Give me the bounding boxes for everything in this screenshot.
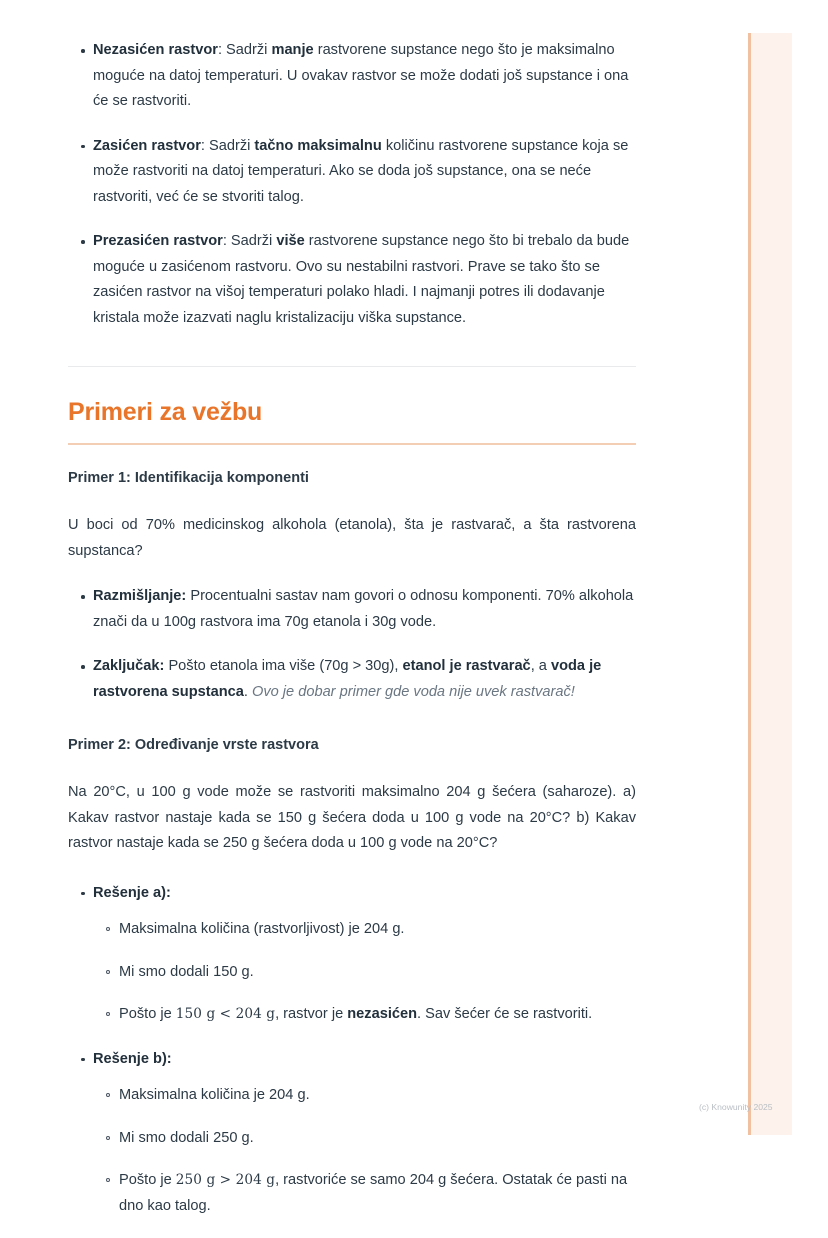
- definition-text: rastvorene supstance nego što je maksimalno moguće na datoj temperaturi. U ovakav rastvor se može dodati još supstance i ona će se rastvoriti.: [93, 42, 629, 109]
- step-text-3: . Sav šećer će se rastvoriti.: [417, 1006, 593, 1022]
- solution-b-label: Rešenje b):: [93, 1050, 172, 1067]
- term-separator: : Sadrži: [222, 233, 277, 249]
- step-text-1: Pošto je: [119, 1172, 176, 1188]
- copyright-watermark: (c) Knowunity 2025: [699, 1102, 773, 1112]
- example-2-question: Na 20°C, u 100 g vode može se rastvoriti maksimalno 204 g šećera (saharoze). a) Kakav rastvor nastaje kada se 150 g šećera doda u 100 g vode na 20°C? b) Kakav rastvor nastaje kada se 250 g šećera doda u 100 g vode na 20°C?: [68, 784, 636, 851]
- list-item: [68, 229, 636, 331]
- solution-a-steps: [93, 917, 636, 1028]
- list-item: [68, 1047, 636, 1220]
- definition-text: količinu rastvorene supstance koja se može rastvoriti na datoj temperaturi. Ako se doda još supstance, ona se neće rastvoriti, već će se stvoriti talog.: [93, 137, 629, 205]
- list-item: [68, 584, 636, 635]
- conclusion-text-1: Pošto etanola ima više (70g > 30g),: [164, 658, 403, 674]
- example-1-points-list: [68, 584, 636, 705]
- example-1-question: U boci od 70% medicinskog alkohola (etanola), šta je rastvarač, a šta rastvorena supstanca?: [68, 517, 636, 559]
- step-text-1: Mi smo dodali 150 g.: [119, 963, 254, 980]
- example-1-title: Primer 1: Identifikacija komponenti: [68, 470, 309, 486]
- emphasis-text: manje: [271, 42, 314, 58]
- step-math: 150 g < 204 g: [175, 1006, 276, 1022]
- list-item: [93, 917, 636, 943]
- list-item: [68, 654, 636, 705]
- example-2-title: Primer 2: Određivanje vrste rastvora: [68, 737, 319, 753]
- point-text: Procentualni sastav nam govori o odnosu komponenti. 70% alkohola znači da u 100g rastvora ima 70g etanola i 30g vode.: [93, 588, 634, 630]
- list-item: [68, 134, 636, 211]
- step-text-1: Maksimalna količina (rastvorljivost) je 204 g.: [119, 921, 405, 937]
- list-item: [93, 1083, 636, 1109]
- conclusion-text-3: .: [243, 683, 252, 700]
- step-bold: nezasićen: [347, 1006, 418, 1022]
- conclusion-bold-1: etanol je rastvarač: [402, 658, 531, 674]
- definition-text: rastvorene supstance nego što bi trebalo da bude moguće u zasićenom rastvoru. Ovo su nestabilni rastvori. Prave se tako što se zasićen rastvor na višoj temperaturi polako hladi. I najmanji potres ili dodavanje kristala može izazvati naglu kristalizaciju viška supstance.: [93, 233, 630, 326]
- list-item: [93, 1002, 636, 1028]
- solution-types-list: [68, 38, 636, 331]
- page-title: Primeri za vežbu: [68, 398, 263, 426]
- conclusion-note: Ovo je dobar primer gde voda nije uvek rastvarač!: [251, 683, 575, 700]
- right-edge-stripe-rule: [748, 33, 751, 1135]
- term-separator: : Sadrži: [200, 137, 255, 154]
- conclusion-text-2: , a: [530, 658, 551, 674]
- solution-a-label: Rešenje a):: [93, 884, 171, 901]
- solution-b-steps: [93, 1083, 636, 1219]
- step-math: 250 g > 204 g: [175, 1172, 276, 1188]
- term-label: Zasićen rastvor: [93, 137, 201, 154]
- step-text-1: Maksimalna količina je 204 g.: [119, 1087, 310, 1103]
- list-item: [93, 960, 636, 986]
- point-label: Razmišljanje:: [93, 588, 187, 604]
- right-edge-stripe: [748, 33, 792, 1135]
- emphasis-text: tačno maksimalnu: [254, 137, 382, 154]
- term-label: Nezasićen rastvor: [93, 42, 218, 58]
- list-item: [68, 38, 636, 115]
- term-label: Prezasićen rastvor: [93, 233, 223, 249]
- conclusion-bold-2: voda je rastvorena supstanca: [93, 658, 602, 700]
- step-text-2: , rastvoriće se samo 204 g šećera. Ostatak će pasti na dno kao talog.: [119, 1172, 628, 1214]
- step-text-1: Pošto je: [119, 1006, 176, 1022]
- list-item: [93, 1126, 636, 1152]
- conclusion-label: Zaključak:: [93, 658, 165, 674]
- step-text-1: Mi smo dodali 250 g.: [119, 1129, 254, 1146]
- list-item: [68, 881, 636, 1028]
- document-content: [68, 0, 636, 1238]
- term-separator: : Sadrži: [217, 42, 272, 58]
- emphasis-text: više: [276, 233, 305, 249]
- step-text-2: , rastvor je: [275, 1006, 348, 1022]
- example-2-solutions-list: [68, 881, 636, 1220]
- list-item: [93, 1168, 636, 1219]
